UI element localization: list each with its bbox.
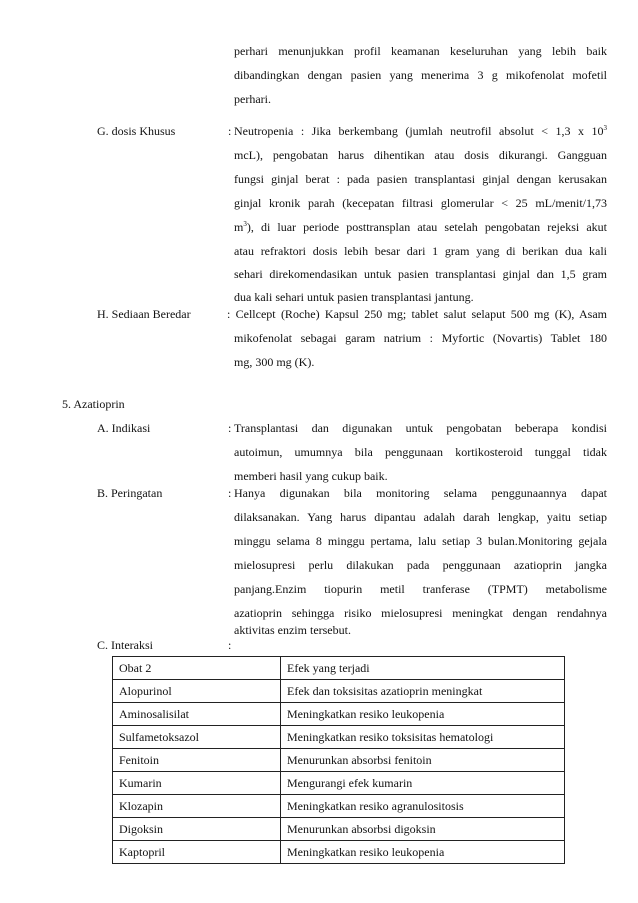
table-cell-drug: Alopurinol bbox=[113, 680, 281, 703]
table-cell-drug: Kaptopril bbox=[113, 841, 281, 864]
interaksi-colon: : bbox=[228, 638, 232, 652]
sediaan-label: H. Sediaan Beredar bbox=[97, 307, 191, 321]
peringatan-line: minggu selama 8 minggu pertama, lalu setiap 3 bulan.Monitoring gejala bbox=[234, 534, 607, 548]
dosis-khusus-label: G. dosis Khusus bbox=[97, 124, 176, 138]
table-row bbox=[113, 795, 565, 818]
indikasi-line: memberi hasil yang cukup baik. bbox=[234, 469, 388, 483]
dosis-khusus-line: mcL), pengobatan harus dihentikan atau dosis dikurangi. Gangguan bbox=[234, 148, 607, 162]
dosis-khusus-line: dua kali sehari untuk pasien transplantasi jantung. bbox=[234, 290, 474, 304]
table-cell-drug: Kumarin bbox=[113, 772, 281, 795]
peringatan-line: aktivitas enzim tersebut. bbox=[234, 623, 351, 637]
interaksi-label: C. Interaksi bbox=[97, 638, 153, 652]
dosis-khusus-line: fungsi ginjal berat : pada pasien transplantasi ginjal dengan kerusakan bbox=[234, 172, 607, 186]
table-cell-effect: Mengurangi efek kumarin bbox=[281, 772, 565, 795]
dosis-khusus-line: $m^3$), di luar periode posttransplan atau setelah pengobatan rejeksi akut bbox=[234, 220, 607, 234]
table-cell-drug: Sulfametoksazol bbox=[113, 726, 281, 749]
peringatan-line: panjang.Enzim tiopurin metil tranferase (TPMT) metabolisme bbox=[234, 582, 607, 596]
dosis-khusus-line: ginjal kronik parah (kecepatan filtrasi glomerular < 25 mL/menit/1,73 bbox=[234, 196, 607, 210]
table-cell-drug: Fenitoin bbox=[113, 749, 281, 772]
table-cell-effect: Menurunkan absorbsi digoksin bbox=[281, 818, 565, 841]
table-row bbox=[113, 726, 565, 749]
peringatan-line: dilaksanakan. Yang harus dipantau adalah darah lengkap, yaitu setiap bbox=[234, 510, 607, 524]
table-cell-effect: Efek dan toksisitas azatioprin meningkat bbox=[281, 680, 565, 703]
table-header-cell: Obat 2 bbox=[113, 657, 281, 680]
sediaan-line: : Cellcept (Roche) Kapsul 250 mg; tablet salut selaput 500 mg (K), Asam bbox=[227, 307, 607, 321]
body-line: dibandingkan dengan pasien yang menerima 3 g mikofenolat mofetil bbox=[234, 68, 607, 82]
table-cell-effect: Meningkatkan resiko toksisitas hematologi bbox=[281, 726, 565, 749]
sediaan-line: mg, 300 mg (K). bbox=[234, 355, 315, 369]
table-row bbox=[113, 818, 565, 841]
table-row bbox=[113, 841, 565, 864]
interaction-table bbox=[112, 656, 565, 864]
table-header-cell: Efek yang terjadi bbox=[281, 657, 565, 680]
dosis-khusus-line: sehari direkomendasikan untuk pasien transplantasi ginjal dan 1,5 gram bbox=[234, 267, 607, 281]
table-cell-drug: Klozapin bbox=[113, 795, 281, 818]
table-header-row bbox=[113, 657, 565, 680]
sediaan-line: mikofenolat sebagai garam natrium : Myfortic (Novartis) Tablet 180 bbox=[234, 331, 607, 345]
body-line: perhari menunjukkan profil keamanan keseluruhan yang lebih baik bbox=[234, 44, 607, 58]
indikasi-label: A. Indikasi bbox=[97, 421, 151, 435]
table-cell-drug: Aminosalisilat bbox=[113, 703, 281, 726]
dosis-khusus-line: Neutropenia : Jika berkembang (jumlah neutrofil absolut < 1,3 x $10^3$ bbox=[234, 124, 607, 138]
dosis-khusus-line: atau refraktori dosis lebih besar dari 1 gram yang di berikan dua kali bbox=[234, 244, 607, 258]
dosis-khusus-colon: : bbox=[228, 124, 232, 138]
peringatan-line: mielosupresi perlu dilakukan pada penggunaan azatioprin jangka bbox=[234, 558, 607, 572]
peringatan-line: azatioprin sehingga risiko mielosupresi meningkat dengan rendahnya bbox=[234, 606, 607, 620]
indikasi-line: Transplantasi dan digunakan untuk pengobatan beberapa kondisi bbox=[234, 421, 607, 435]
table-cell-effect: Meningkatkan resiko leukopenia bbox=[281, 841, 565, 864]
section-title: 5. Azatioprin bbox=[62, 397, 125, 411]
peringatan-colon: : bbox=[228, 486, 232, 500]
table-cell-effect: Meningkatkan resiko agranulositosis bbox=[281, 795, 565, 818]
table-row bbox=[113, 749, 565, 772]
body-line: perhari. bbox=[234, 92, 271, 106]
table-cell-effect: Menurunkan absorbsi fenitoin bbox=[281, 749, 565, 772]
indikasi-colon: : bbox=[228, 421, 232, 435]
indikasi-line: autoimun, umumnya bila penggunaan kortikosteroid tunggal tidak bbox=[234, 445, 607, 459]
table-cell-drug: Digoksin bbox=[113, 818, 281, 841]
table-row bbox=[113, 772, 565, 795]
peringatan-label: B. Peringatan bbox=[97, 486, 163, 500]
table-row bbox=[113, 680, 565, 703]
peringatan-line: Hanya digunakan bila monitoring selama penggunaannya dapat bbox=[234, 486, 607, 500]
table-cell-effect: Meningkatkan resiko leukopenia bbox=[281, 703, 565, 726]
table-row bbox=[113, 703, 565, 726]
